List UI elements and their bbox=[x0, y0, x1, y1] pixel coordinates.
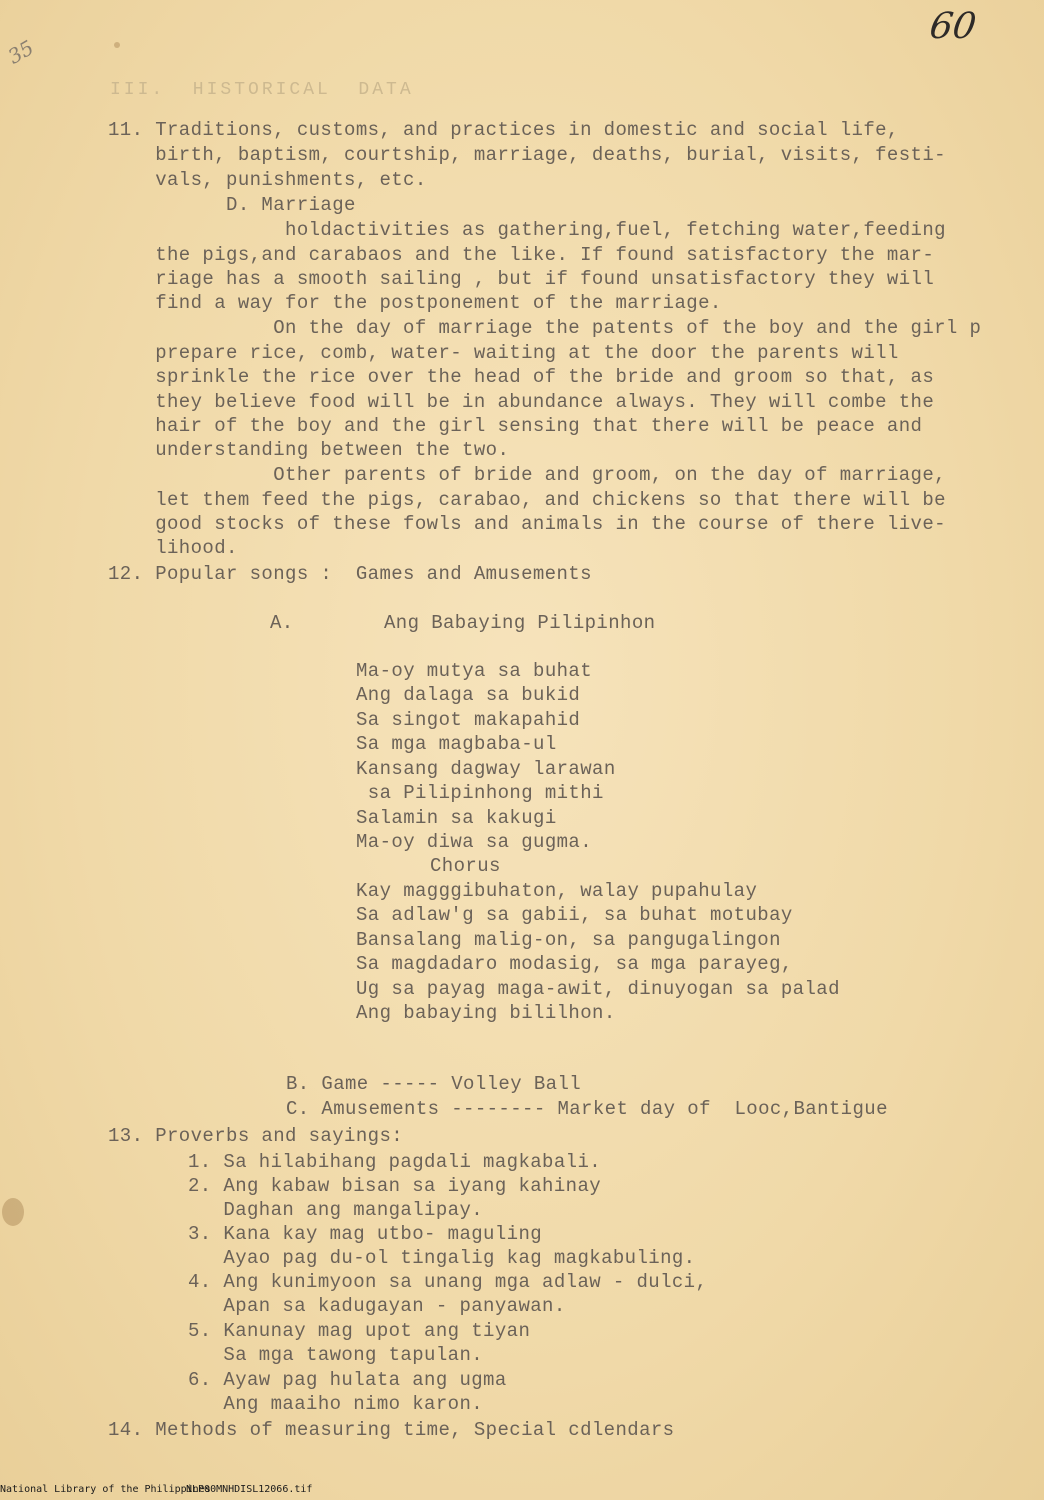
text-line: find a way for the postponement of the marriage. bbox=[108, 292, 722, 314]
song-chorus-line: Ug sa payag maga-awit, dinuyogan sa palad bbox=[356, 978, 840, 1000]
song-verse-line: Ang dalaga sa bukid bbox=[356, 684, 581, 706]
text-line: D. Marriage bbox=[108, 194, 356, 216]
proverb-line: 5. Kanunay mag upot ang tiyan bbox=[188, 1320, 531, 1342]
text-line: Other parents of bride and groom, on the day of marriage, bbox=[108, 464, 946, 486]
song-chorus-line: Bansalang malig-on, sa pangugalingon bbox=[356, 929, 781, 951]
text-line: holdactivities as gathering,fuel, fetching water,feeding bbox=[108, 219, 946, 241]
song-chorus-line: Kay magggibuhaton, walay pupahulay bbox=[356, 880, 758, 902]
footer-library-name: National Library of the Philippines bbox=[0, 1484, 211, 1495]
text-line: the pigs,and carabaos and the like. If found satisfactory the mar- bbox=[108, 244, 935, 266]
proverb-line: Ayao pag du-ol tingalig kag magkabuling. bbox=[188, 1247, 696, 1269]
text-line: prepare rice, comb, water- waiting at the door the parents will bbox=[108, 342, 899, 364]
song-verse-line: Sa mga magbaba-ul bbox=[356, 733, 557, 755]
paper-stain bbox=[114, 42, 120, 48]
song-verse-line: Sa singot makapahid bbox=[356, 709, 581, 731]
song-chorus-line: Sa magdadaro modasig, sa mga parayeg, bbox=[356, 953, 793, 975]
song-chorus-label: Chorus bbox=[430, 855, 501, 877]
proverb-line: 4. Ang kunimyoon sa unang mga adlaw - dulci, bbox=[188, 1271, 708, 1293]
page-number: 60 bbox=[927, 6, 979, 47]
proverb-line: Daghan ang mangalipay. bbox=[188, 1199, 484, 1221]
proverb-line: Sa mga tawong tapulan. bbox=[188, 1344, 484, 1366]
text-line: birth, baptism, courtship, marriage, deaths, burial, visits, festi- bbox=[108, 144, 946, 166]
proverb-line: Apan sa kadugayan - panyawan. bbox=[188, 1295, 566, 1317]
proverb-line: Ang maaiho nimo karon. bbox=[188, 1393, 484, 1415]
text-line: vals, punishments, etc. bbox=[108, 169, 427, 191]
song-verse-line: Kansang dagway larawan bbox=[356, 758, 616, 780]
text-line: hair of the boy and the girl sensing that there will be peace and bbox=[108, 415, 923, 437]
song-verse-line: Ma-oy mutya sa buhat bbox=[356, 660, 593, 682]
amusement-line: C. Amusements -------- Market day of Looc,Bantigue bbox=[286, 1098, 888, 1120]
proverb-line: 6. Ayaw pag hulata ang ugma bbox=[188, 1369, 507, 1391]
song-label: A. bbox=[270, 612, 294, 634]
section-heading: 13. Proverbs and sayings: bbox=[108, 1125, 404, 1147]
proverb-line: 3. Kana kay mag utbo- maguling bbox=[188, 1223, 543, 1245]
text-line: they believe food will be in abundance always. They will combe the bbox=[108, 391, 935, 413]
song-verse-line: sa Pilipinhong mithi bbox=[356, 782, 604, 804]
proverb-line: 2. Ang kabaw bisan sa iyang kahinay bbox=[188, 1175, 602, 1197]
song-chorus-line: Ang babaying bililhon. bbox=[356, 1002, 616, 1024]
text-line: good stocks of these fowls and animals in the course of there live- bbox=[108, 513, 946, 535]
proverb-line: 1. Sa hilabihang pagdali magkabali. bbox=[188, 1151, 602, 1173]
margin-note: 35 bbox=[3, 35, 38, 69]
song-chorus-line: Sa adlaw'g sa gabii, sa buhat motubay bbox=[356, 904, 793, 926]
text-line: let them feed the pigs, carabao, and chickens so that there will be bbox=[108, 489, 946, 511]
section-heading: 12. Popular songs : Games and Amusements bbox=[108, 563, 592, 585]
text-line: understanding between the two. bbox=[108, 439, 510, 461]
song-verse-line: Ma-oy diwa sa gugma. bbox=[356, 831, 593, 853]
text-line: lihood. bbox=[108, 537, 238, 559]
section-heading: 14. Methods of measuring time, Special cdlendars bbox=[108, 1419, 675, 1441]
text-line: On the day of marriage the patents of the boy and the girl p bbox=[108, 317, 982, 339]
footer-file-id: NLP00MNHDISL12066.tif bbox=[186, 1484, 313, 1495]
song-title: Ang Babaying Pilipinhon bbox=[384, 612, 656, 634]
game-line: B. Game ----- Volley Ball bbox=[286, 1073, 582, 1095]
text-line: 11. Traditions, customs, and practices in domestic and social life, bbox=[108, 119, 899, 141]
paper-stain bbox=[2, 1198, 24, 1226]
faded-section-header: III. HISTORICAL DATA bbox=[110, 80, 414, 100]
song-verse-line: Salamin sa kakugi bbox=[356, 807, 557, 829]
text-line: sprinkle the rice over the head of the bride and groom so that, as bbox=[108, 366, 935, 388]
text-line: riage has a smooth sailing , but if found unsatisfactory they will bbox=[108, 268, 935, 290]
